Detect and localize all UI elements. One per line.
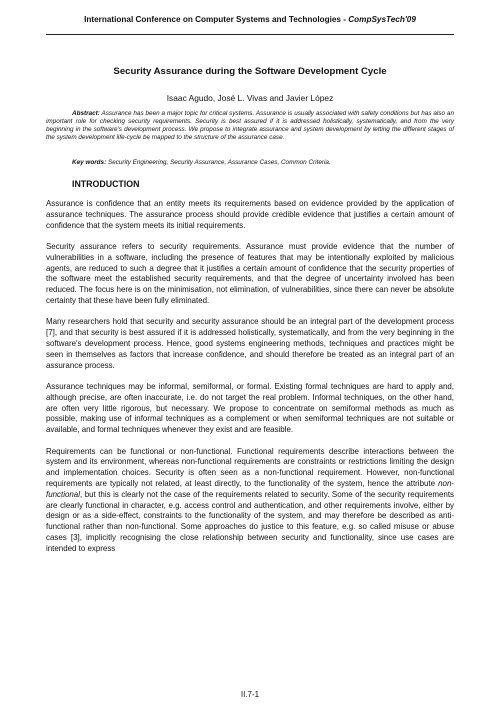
paper-authors: Isaac Agudo, José L. Vivas and Javier López — [166, 93, 334, 103]
paragraph-5-part-1: Requirements can be functional or non-functional. Functional requirements describe interactions between the system and its environment, whereas non-functional requirements are constraints or restrictions limiting the design and implementation choices. Security is often seen as a non-functional requirement. However, non-functional requirements are typically not related, at least directly, to the functionality of the system, hence the attribute — [46, 446, 454, 488]
paragraph-4: Assurance techniques may be informal, semiformal, or formal. Existing formal techniques are hard to apply and, although precise, are often inaccurate, i.e. do not target the real problem. Informal techniques, on the other hand, are often very little rigorous, but necessary. We propose to concentrate on semiformal methods as much as possible, making use of informal techniques as a complement or when semiformal techniques are not suitable or available, and formal techniques whenever they exist and are feasible. — [46, 381, 454, 435]
paragraph-3: Many researchers hold that security and security assurance should be an integral part of the development process [7], and that security is best assured if it is addressed holistically, systematically, and from the very beginning in the software's development process. Hence, good systems engineering methods, techniques and practices might be seen in themselves as factors that increase confidence, and should therefore be treated as an integral part of an assurance process. — [46, 317, 454, 370]
keywords — [46, 159, 454, 167]
body-text — [46, 199, 454, 565]
abstract-text: Assurance has been a major topic for critical systems. Assurance is usually associated with safety conditions but has also an important role for checking security requirements. Security is best assured if it is addressed holistically, systematically, and from the very beginning in the software's development process. We propose to integrate assurance and system development by letting the different stages of the system development life-cycle be mapped to the structure of the assurance case. — [46, 110, 454, 142]
paragraph-5-emphasis: non-functional — [46, 478, 454, 499]
paragraph-1: Assurance is confidence that an entity meets its requirements based on evidence provided by the application of assurance techniques. The assurance process should provide credible evidence that justifies a certain amount of confidence that the system meets its initial requirements. — [46, 199, 454, 230]
conference-short-name: CompSysTech'09 — [348, 15, 416, 24]
abstract-label: Abstract: — [72, 110, 100, 117]
paragraph-5-part-2: , but this is clearly not the case of the requirements related to security. Some of the security requirements are clearly functional in character, e.g. access control and authentication, and other requirements involve, either by design or as a side-effect, constraints to the functionality of the system, and may therefore be described as anti-functional rather than non-functional. Some approaches do justice to this feature, e.g. so called misuse or abuse cases [3], implicitly recognising the close relationship between security and functionality, since use cases are intended to express — [46, 489, 454, 553]
keywords-text: Security Engineering, Security Assurance, Assurance Cases, Common Criteria. — [106, 159, 331, 166]
header-divider — [46, 34, 454, 35]
conference-name: International Conference on Computer Systems and Technologies - — [84, 15, 349, 24]
paper-title: Security Assurance during the Software Development Cycle — [113, 66, 387, 77]
section-heading-introduction: INTRODUCTION — [72, 179, 140, 189]
running-header — [46, 15, 454, 25]
paragraph-5 — [46, 447, 454, 555]
page-number: II.7-1 — [240, 690, 260, 699]
abstract — [46, 110, 454, 142]
keywords-label: Key words: — [72, 159, 107, 166]
paragraph-2: Security assurance refers to security requirements. Assurance must provide evidence that the number of vulnerabilities in a software, including the presence of features that may be intentionally exploited by malicious agents, are reduced to such a degree that it justifies a certain amount of confidence that the security properties of the software meet the established security requirements, and that the degree of uncertainty involved has been reduced. The focus here is on the minimisation, not elimination, of vulnerabilities, since there can never be absolute certainty that these have been fully eliminated. — [46, 241, 454, 305]
